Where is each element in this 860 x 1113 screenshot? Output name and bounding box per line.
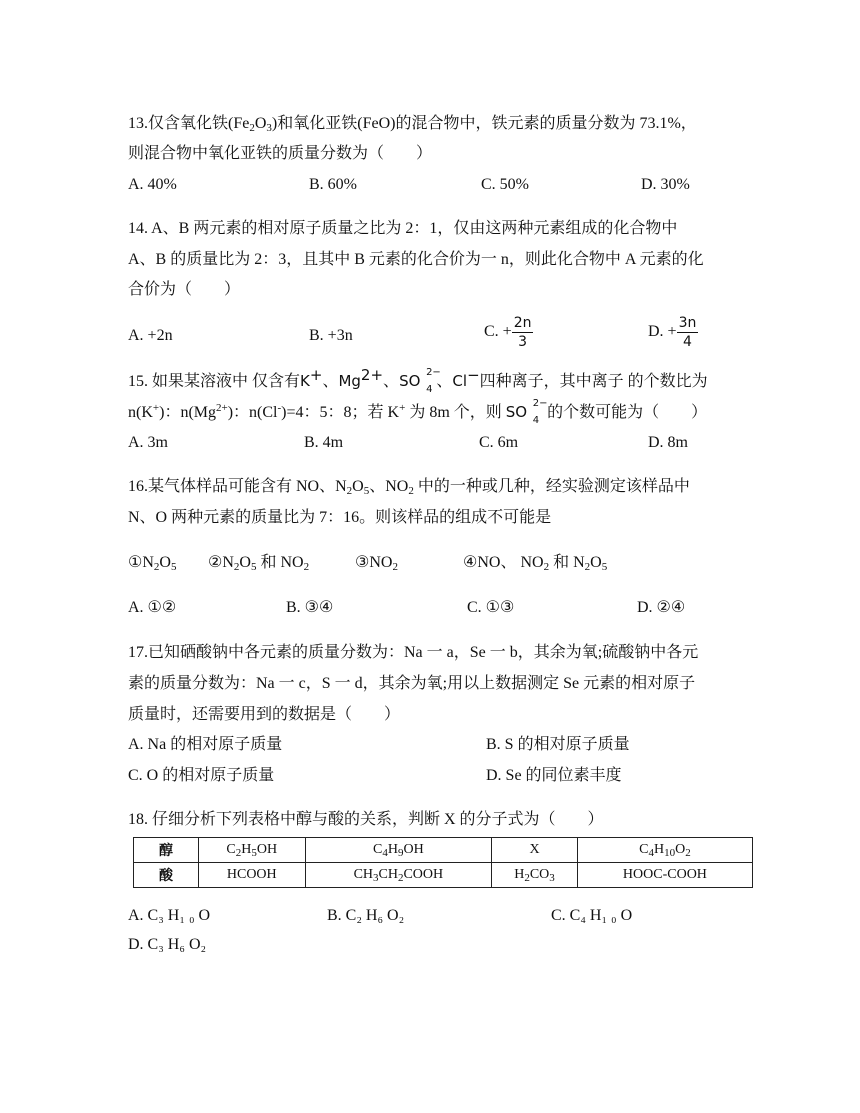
q17-line-1: 17.已知硒酸钠中各元素的质量分数为：Na 一 a，Se 一 b，其余为氧;硫酸钠中各元 <box>128 644 699 661</box>
q13-line-2: 则混合物中氧化亚铁的质量分数为（ ） <box>128 145 433 162</box>
row-header-acid: 酸 <box>134 863 199 888</box>
q16-line-2: N、O 两种元素的质量比为 7：16。则该样品的组成不可能是 <box>128 509 552 526</box>
q16-option-a: A. ①② <box>128 599 177 616</box>
row-header-alcohol: 醇 <box>134 838 199 863</box>
q14-option-d: D. + $\frac{3n}{4}$ <box>648 315 697 350</box>
q13-option-b: B. 60% <box>309 176 357 193</box>
q16-choice-3: $③NO_2$ <box>355 554 398 573</box>
q14-line-3: 合价为（ ） <box>128 281 241 298</box>
q17-option-a: A. Na 的相对原子质量 <box>128 736 283 753</box>
q14-option-b: B. +3n <box>309 327 353 344</box>
q15-line-2: n(K+)：$n(Mg^{2+})$：n(Cl-)=4：5：8；若 K+ 为 8m 个，则 SO 2− 4 的个数可能为（ ） <box>128 398 708 426</box>
q14-option-c: C. + $\frac{2n}{3}$ <box>484 315 532 350</box>
table-row <box>134 838 753 863</box>
q16-choice-2: $②N_2O_5$ 和 $NO_2$ <box>208 554 310 573</box>
q15-line-1: 15. 如果某溶液中 仅含有K+、$Mg^{2+}$、SO 2− 4 、Cl−四种离子，其中离子 的个数比为 <box>128 366 708 395</box>
table-cell: X <box>492 838 578 863</box>
q16-line-1: 16.某气体样品可能含有 NO、$N_2O_5$、$NO_2$ 中的一种或几种，经实验测定该样品中 <box>128 478 690 497</box>
q15-option-c: C. 6m <box>479 434 519 451</box>
q13-option-d: D. 30% <box>641 176 690 193</box>
table-cell: $CH_3CH_2COOH$ <box>305 863 492 888</box>
sulfate-ion: SO 2− 4 <box>505 398 548 426</box>
q16-choice-4: ④NO、 $NO_2$ 和 $N_2O_5$ <box>463 554 608 573</box>
sulfate-ion: SO 2− 4 <box>399 367 441 395</box>
fraction: $\frac{2n}{3}$ <box>513 315 532 350</box>
q17-line-2: 素的质量分数为：Na 一 c，S 一 d，其余为氧;用以上数据测定 Se 元素的相对原子 <box>128 675 696 692</box>
table-cell: $C_4H_{10}O_2$ <box>577 838 752 863</box>
q16-option-d: D. ②④ <box>637 599 686 616</box>
q17-line-3: 质量时，还需要用到的数据是（ ） <box>128 706 401 723</box>
q16-option-c: C. ①③ <box>467 599 515 616</box>
q14-line-1: 14. A、B 两元素的相对原子质量之比为 2：1，仅由这两种元素组成的化合物中 <box>128 220 678 237</box>
table-cell: HCOOH <box>199 863 306 888</box>
q17-option-c: C. O 的相对原子质量 <box>128 767 275 784</box>
q17-option-b: B. S 的相对原子质量 <box>486 736 630 753</box>
q15-option-d: D. 8m <box>648 434 688 451</box>
q16-choice-1: $①N_2O_5$ <box>128 554 177 573</box>
q17-option-d: D. Se 的同位素丰度 <box>486 767 622 784</box>
table-row <box>134 863 753 888</box>
alcohol-acid-table <box>133 837 753 888</box>
q15-option-b: B. 4m <box>304 434 344 451</box>
table-cell: $C_2H_5OH$ <box>199 838 306 863</box>
q13-option-c: C. 50% <box>481 176 529 193</box>
table-cell: $C_4H_9OH$ <box>305 838 492 863</box>
q13-option-a: A. 40% <box>128 176 177 193</box>
table-cell: HOOC-COOH <box>577 863 752 888</box>
q18-option-a: A. C₃ H₁ ₀ O <box>128 907 211 924</box>
q13-line-1: 13.仅含氧化铁$(Fe_2O_3)$和氧化亚铁(FeO)的混合物中，铁元素的质量分数为 73.1%， <box>128 115 697 134</box>
q16-option-b: B. ③④ <box>286 599 334 616</box>
q15-option-a: A. 3m <box>128 434 168 451</box>
q18-option-b: B. C₂ H₆ O₂ <box>327 907 405 924</box>
q18-option-d: D. C₃ H₆ O₂ <box>128 936 207 953</box>
q18-option-c: C. C₄ H₁ ₀ O <box>551 907 633 924</box>
q18-line-1: 18. 仔细分析下列表格中醇与酸的关系，判断 X 的分子式为（ ） <box>128 811 604 828</box>
fraction: $\frac{3n}{4}$ <box>678 315 697 350</box>
q14-option-a: A. +2n <box>128 327 173 344</box>
table-cell: $H_2CO_3$ <box>492 863 578 888</box>
q14-line-2: A、B 的质量比为 2：3，且其中 B 元素的化合价为一 n，则此化合物中 A 元素的化 <box>128 251 704 268</box>
